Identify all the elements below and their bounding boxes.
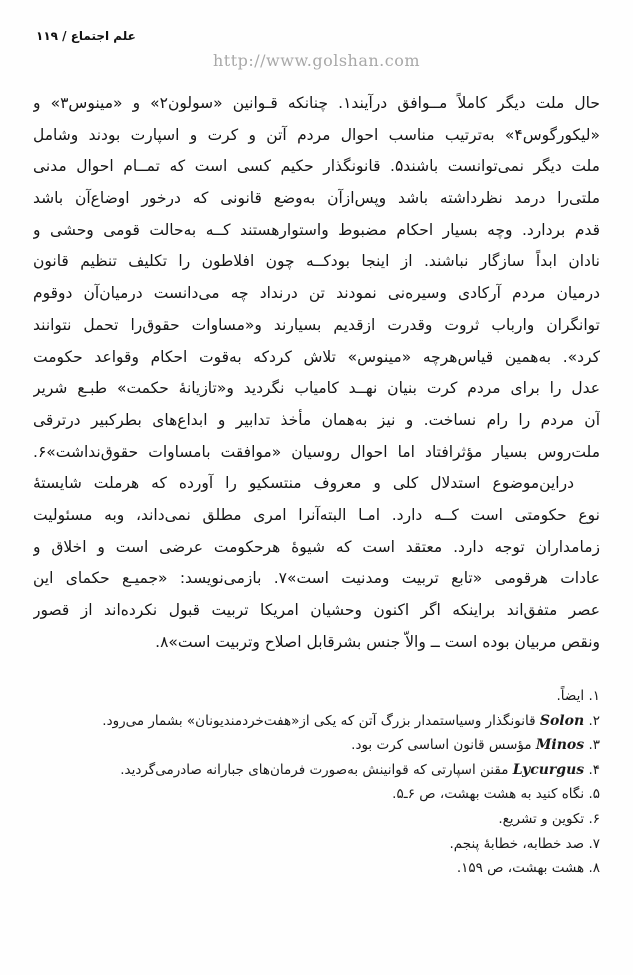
footnote-number: ۵.	[588, 786, 600, 803]
footnote-number: ۲.	[588, 712, 600, 729]
body-line: درمیان مردم آرکادی وسیره‌نی نمودند تن درنداد چه می‌دانست درمیان‌آن دوقوم	[33, 284, 600, 303]
body-line: ملت دیگر نمی‌توانست باشند۵. قانونگذار حکیم کسی است که تمــام احوال مدنی	[33, 157, 600, 176]
body-line: کرد». به‌همین قیاس‌هرچه «مینوس» تلاش کردکه به‌قوت احکام وقواعد حکومت	[33, 347, 600, 366]
footnote-number: ۱.	[588, 688, 600, 704]
footnote	[33, 856, 600, 881]
footnote-text: قانونگذار وسیاستمدار بزرگ آتن که یکی از«هفت‌خردمندیونان» بشمار می‌رود.	[102, 712, 536, 729]
footnote-number: ۴.	[588, 761, 600, 778]
body-line: ملتی‌را درمد نظرداشته باشد وپس‌ازآن به‌وضع قانونی که درخور اوضاع‌آن باشد	[33, 189, 600, 208]
footnote-text: نگاه کنید به هشت بهشت، ص ۶ـ۵.	[392, 786, 585, 803]
footnotes	[33, 684, 600, 881]
footnote-text: ایضاً.	[556, 688, 585, 704]
body-line: «لیکورگوس۴» به‌ترتیب مناسب احوال مردم آتن و کرت و اسپارت بودند وشامل	[33, 125, 600, 144]
body-line: حال ملت دیگر کاملاً مــوافق درآیند۱. چنانکه قـوانین «سولون۲» و «مینوس۳» و	[33, 94, 600, 112]
footnote	[33, 733, 600, 758]
footnote-text: صد خطابه، خطابهٔ پنجم.	[449, 835, 585, 852]
footnote	[33, 684, 600, 709]
body-line: عصر متفق‌اند براینکه اگر اکنون وحشیان امریکا تربیت قبول نکرده‌اند از قصور	[33, 601, 600, 619]
footnote	[33, 782, 600, 807]
page-header: علم اجتماع / ۱۱۹	[36, 29, 136, 43]
footnote-latin-name: Minos	[535, 737, 585, 754]
body-line: زمامداران توجه دارد. معتقد است که شیوهٔ هرحکومت عرضی است و اخلاق و	[33, 537, 600, 556]
body-line: عدل را برای مردم کرت بنیان نهــد کامیاب نگردید و«تازیانهٔ حکمت» طبـع شریر	[33, 379, 600, 398]
body-line: ونقص مربیان بوده است ــ والاّ جنس بشرقابل اصلاح وتربیت است»۸.	[155, 632, 600, 651]
body-line: عادات هرقومی «تابع تربیت ومدنیت است»۷. بازمی‌نویسد: «جمیـع حکمای این	[33, 569, 600, 588]
footnote	[33, 709, 600, 734]
body-line: ملت‌روس بسیار مؤثرافتاد اما احوال روسیان «موافقت بامساوات حقوق‌نداشت»۶.	[33, 442, 600, 461]
watermark-url: http://www.golshan.com	[212, 51, 421, 70]
footnote	[33, 832, 600, 857]
footnote-latin-name: Lycurgus	[512, 761, 585, 778]
footnote	[33, 758, 600, 783]
footnote-number: ۶.	[588, 810, 600, 827]
footnote-number: ۳.	[588, 737, 600, 754]
footnote-text: هشت بهشت، ص ۱۵۹.	[456, 860, 585, 877]
footnote-number: ۸.	[588, 860, 600, 877]
footnote-text: مؤسس قانون اساسی کرت بود.	[351, 737, 532, 754]
body-line-paragraph-start: دراین‌موضوع استدلال کلی و معروف منتسکیو را آورده که هرملت شایستهٔ	[33, 474, 574, 493]
footnote-latin-name: Solon	[539, 712, 585, 729]
footnote	[33, 807, 600, 832]
body-line: توانگران وارباب ثروت وقدرت ازقدیم بسیارند و«مساوات حقوق‌را تحمل نتوانند	[33, 315, 600, 334]
body-line: نوع حکومتی است کــه دارد. امـا البته‌آنرا امری مطلق نمی‌داند، وبه مسئولیت	[33, 505, 600, 524]
footnote-number: ۷.	[588, 835, 600, 852]
body-line: آن مردم را رام نساخت. و نیز به‌همان مأخذ تدابیر و ابداع‌های بطرکبیر درترقی	[33, 410, 600, 429]
footnote-text: مقنن اسپارتی که قوانینش به‌صورت فرمان‌های جبارانه صادرمی‌گردید.	[120, 761, 509, 778]
body-line: قدم بردارد. وچه بسیار احکام مضبوط واستوارهستند کــه به‌حالت قومی وحشی و	[33, 220, 600, 239]
body-text	[33, 88, 600, 658]
body-line: نادان ابداً سازگار نباشند. از اینجا بودکــه چون افلاطون را تکلیف تنظیم قانون	[33, 252, 600, 271]
footnote-text: تکوین و تشریع.	[498, 810, 585, 827]
